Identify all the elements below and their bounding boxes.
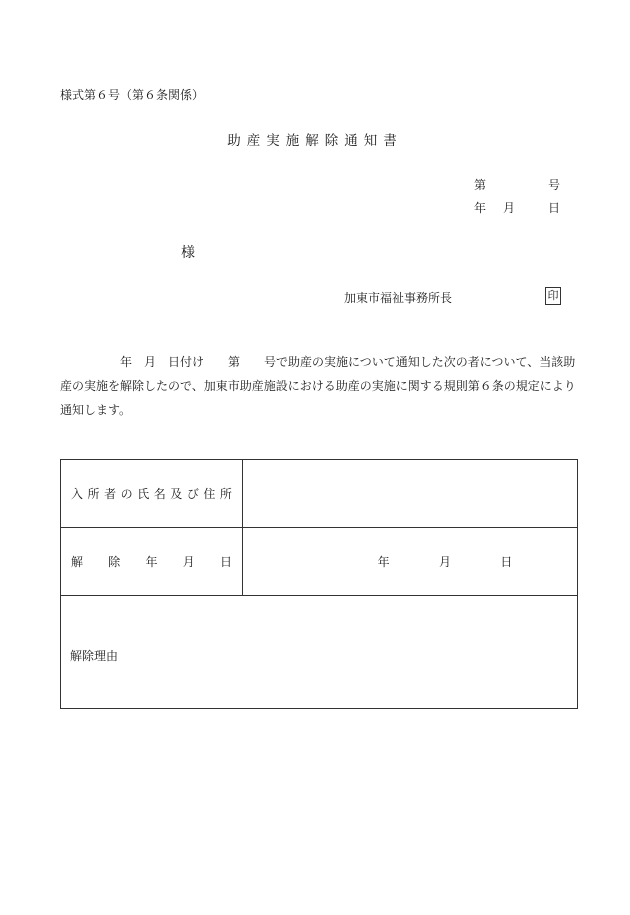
reason-row [61,596,578,709]
label-char: の [120,487,133,501]
label-char: 住 [203,487,216,501]
document-number [474,176,560,193]
body-line-2: 産の実施を解除したので、加東市助産施設における助産の実施に関する規則第６条の規定により [60,379,576,393]
doc-date-day: 日 [547,201,560,215]
label-char: 解 [71,555,84,569]
release-date-row [61,528,578,596]
details-table [60,459,578,709]
document-date [474,199,560,216]
form-number: 様式第６号（第６条関係） [60,88,205,102]
label-char: び [186,487,199,501]
addressee: 様 [181,245,195,261]
release-date-value [243,553,577,570]
label-char: 年 [145,555,158,569]
label-char: 所 [219,487,232,501]
release-date-month: 月 [438,555,451,569]
issuer-name: 加東市福祉事務所長 [344,291,453,305]
label-char: 入 [71,487,84,501]
reason-cell[interactable] [61,596,578,709]
label-char: 名 [153,487,166,501]
label-char: 及 [170,487,183,501]
release-date-label [61,553,242,570]
reason-label: 解除理由 [70,648,119,663]
body-line-3: 通知します。 [60,403,132,417]
label-char: 所 [87,487,100,501]
notice-body [60,350,580,422]
label-char: 月 [182,555,195,569]
release-date-label-cell [61,528,243,596]
body-line-1: 年 月 日付け 第 号で助産の実施について通知した次の者について、当該助 [60,355,576,369]
name-address-value-cell[interactable] [243,460,578,528]
name-address-label [61,485,242,502]
label-char: 氏 [137,487,150,501]
doc-number-prefix: 第 [474,178,487,192]
doc-number-suffix: 号 [547,178,560,192]
release-date-year: 年 [377,555,390,569]
label-char: 日 [219,555,232,569]
name-address-label-cell [61,460,243,528]
seal-mark: 印 [545,287,561,305]
doc-date-year: 年 [474,201,487,215]
doc-date-month: 月 [503,201,516,215]
release-date-value-cell[interactable] [243,528,578,596]
name-address-row [61,460,578,528]
document-title: 助産実施解除通知書 [227,133,403,149]
label-char: 除 [108,555,121,569]
release-date-day: 日 [500,555,513,569]
label-char: 者 [104,487,117,501]
